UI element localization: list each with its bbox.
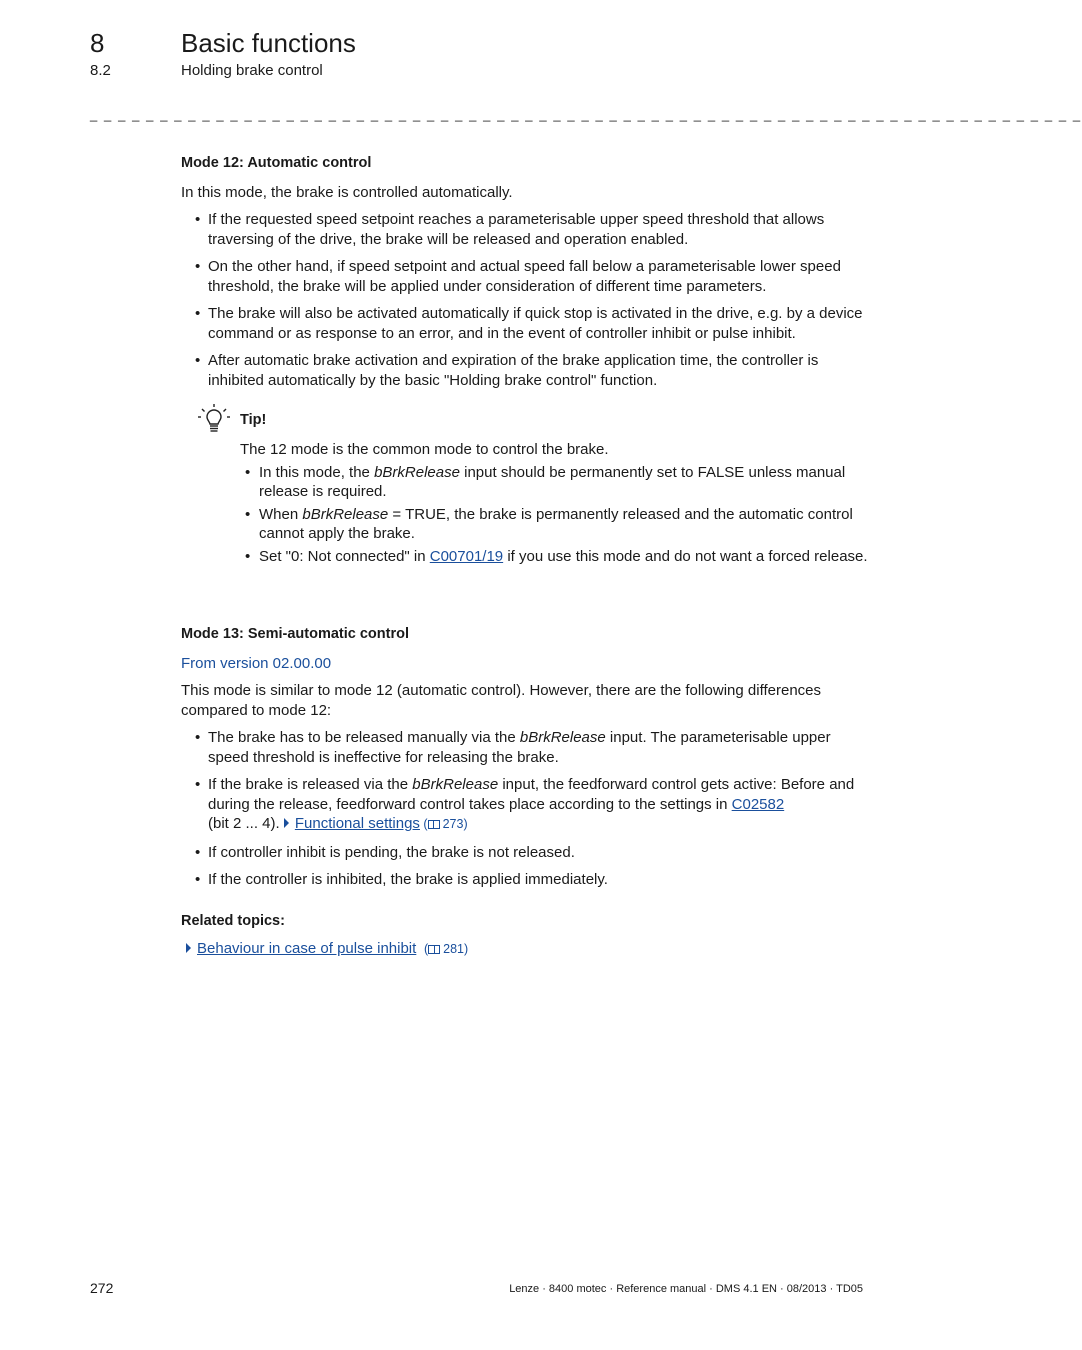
- list-item: • When bBrkRelease = TRUE, the brake is permanently released and the automatic control cannot apply the brake.: [240, 505, 870, 544]
- section-number: 8.2: [90, 62, 111, 79]
- list-item: • If the requested speed setpoint reaches a parameterisable upper speed threshold that allows traversing of the drive, the brake will be released and operation enabled.: [181, 210, 871, 249]
- tip-intro: The 12 mode is the common mode to control the brake.: [240, 441, 609, 458]
- chapter-title: Basic functions: [181, 28, 356, 58]
- book-icon: [428, 945, 440, 954]
- mode13-section: [181, 625, 871, 960]
- tip-body: [240, 440, 870, 566]
- xref-arrow-icon: [186, 943, 191, 953]
- xref-arrow-icon: [284, 818, 289, 828]
- mode12-intro: In this mode, the brake is controlled automatically.: [181, 183, 513, 201]
- mode12-heading: Mode 12: Automatic control: [181, 155, 372, 171]
- page-number: 272: [90, 1280, 114, 1296]
- mode12-section: [181, 154, 871, 390]
- list-item: • After automatic brake activation and expiration of the brake application time, the controller is inhibited automatically by the basic "Holding brake control" function.: [181, 351, 871, 390]
- related-heading: Related topics:: [181, 912, 285, 929]
- list-item: • If the brake is released via the bBrkRelease input, the feedforward control gets active: Before and during the release, feedforward control takes place according to the settings in C02582 (bit 2 ... 4). Functional settings ( 273): [181, 775, 871, 835]
- section-title: Holding brake control: [181, 62, 323, 79]
- tip-title: Tip!: [240, 412, 267, 428]
- page-ref[interactable]: ( 281): [420, 942, 469, 956]
- mode12-bullet-list: [181, 210, 871, 390]
- book-icon: [428, 820, 440, 829]
- lightbulb-icon: [196, 401, 232, 437]
- mode13-heading: Mode 13: Semi-automatic control: [181, 626, 410, 642]
- tip-bullet-list: [240, 463, 870, 567]
- related-link-row: [181, 939, 871, 960]
- list-item: • The brake will also be activated automatically if quick stop is activated in the drive, e.g. by a device command or as response to an error, and in the event of controller inhibit or pulse inhibit.: [181, 304, 871, 343]
- page-ref[interactable]: ( 273): [419, 817, 468, 831]
- functional-settings-link[interactable]: Functional settings: [294, 815, 420, 832]
- list-item: • On the other hand, if speed setpoint and actual speed fall below a parameterisable lower speed threshold, the brake will be applied under consideration of different time parameters.: [181, 257, 871, 296]
- pulse-inhibit-link[interactable]: Behaviour in case of pulse inhibit: [197, 940, 417, 957]
- list-item: • Set "0: Not connected" in C00701/19 if you use this mode and do not want a forced release.: [240, 547, 870, 567]
- header-dashed-rule: _ _ _ _ _ _ _ _ _ _ _ _ _ _ _ _ _ _ _ _ _ _ _ _ _ _ _ _ _ _ _ _ _ _ _ _ _ _ _ _ _ _ _ _ _ _ _ _ _ _ _ _ _ _ _ _ _ _ _ _ _ _ _ _ _ _ _ _ _ _ _: [90, 107, 1082, 122]
- list-item: • If controller inhibit is pending, the brake is not released.: [181, 843, 871, 863]
- list-item: • The brake has to be released manually via the bBrkRelease input. The parameterisable upper speed threshold is ineffective for releasing the brake.: [181, 728, 871, 767]
- c02582-link[interactable]: C02582: [731, 795, 785, 813]
- list-item: • In this mode, the bBrkRelease input should be permanently set to FALSE unless manual release is required.: [240, 463, 870, 502]
- chapter-number: 8: [90, 28, 105, 58]
- mode13-intro: This mode is similar to mode 12 (automatic control). However, there are the following differences compared to mode 12:: [181, 682, 822, 719]
- list-item: • If the controller is inhibited, the brake is applied immediately.: [181, 870, 871, 890]
- c00701-19-link[interactable]: C00701/19: [429, 547, 504, 565]
- mode13-bullet-list: [181, 728, 871, 890]
- version-note: From version 02.00.00: [181, 654, 332, 672]
- footer-text: Lenze · 8400 motec · Reference manual · DMS 4.1 EN · 08/2013 · TD05: [509, 1283, 863, 1295]
